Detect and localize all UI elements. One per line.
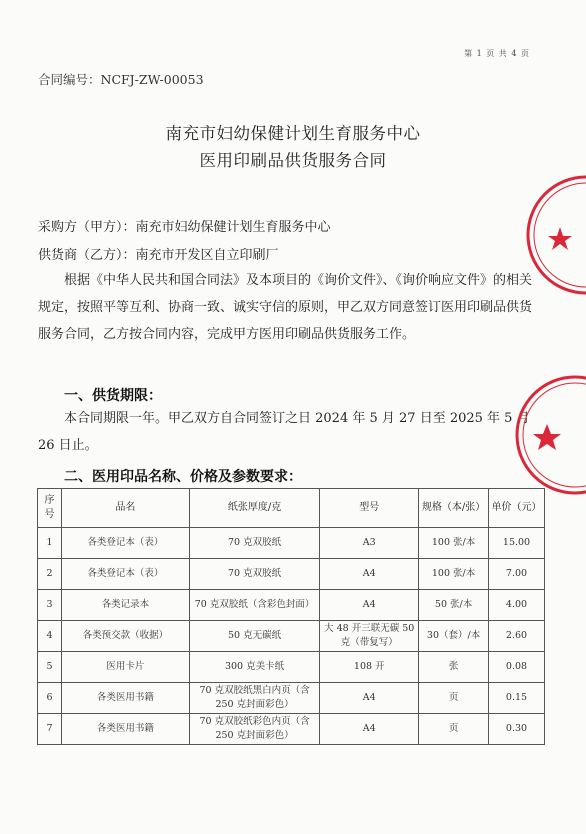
table-cell: 70 克双胶纸 — [189, 528, 320, 559]
table-cell: 0.15 — [489, 683, 545, 714]
table-row — [38, 714, 545, 745]
purchaser-line: 采购方（甲方）：南充市妇幼保健计划生育服务中心 — [38, 220, 331, 235]
seal-star-icon — [548, 227, 572, 250]
items-table — [37, 488, 545, 745]
table-cell: 6 — [38, 683, 62, 714]
table-cell: 3 — [38, 590, 62, 621]
table-cell: 各类医用书籍 — [61, 714, 189, 745]
table-cell: A4 — [320, 683, 419, 714]
table-cell: 各类预交款（收据） — [61, 621, 189, 652]
table-cell: 4 — [38, 621, 62, 652]
intro-text: 根据《中华人民共和国合同法》及本项目的《询价文件》、《询价响应文件》的相关规定，按照平等互利、协商一致、诚实守信的原则，甲乙双方同意签订医用印刷品供货服务合同，乙方按合同内容，完成甲方医用印刷品供货服务工作。 — [38, 273, 533, 342]
table-row — [38, 559, 545, 590]
table-cell: 70 克双胶纸（含彩色封面） — [189, 590, 320, 621]
header-cell: 单价（元） — [489, 489, 545, 528]
term-paragraph — [38, 405, 544, 459]
table-cell: 0.30 — [489, 714, 545, 745]
table-cell: 页 — [419, 683, 489, 714]
table-cell: 各类记录本 — [61, 590, 189, 621]
header-cell: 品名 — [61, 489, 189, 528]
table-row — [38, 528, 545, 559]
table-cell: 4.00 — [489, 590, 545, 621]
section1-heading: 一、供货期限： — [64, 388, 162, 404]
table-cell: 各类登记本（表） — [61, 528, 189, 559]
table-cell: 页 — [419, 714, 489, 745]
header-cell: 规格（本/张） — [419, 489, 489, 528]
table-cell: 100 张/本 — [419, 559, 489, 590]
table-cell: 医用卡片 — [61, 652, 189, 683]
table-cell: A4 — [320, 559, 419, 590]
table-row — [38, 590, 545, 621]
table-cell: 各类登记本（表） — [61, 559, 189, 590]
table-cell: 300 克美卡纸 — [189, 652, 320, 683]
table-row — [38, 683, 545, 714]
table-cell: 1 — [38, 528, 62, 559]
table-cell: A3 — [320, 528, 419, 559]
supplier-line: 供货商（乙方）：南充市开发区自立印刷厂 — [38, 248, 279, 263]
table-cell: 30（套）/本 — [419, 621, 489, 652]
table-cell: 大 48 开三联无碳 50 克（带复写） — [320, 621, 419, 652]
table-cell: 7 — [38, 714, 62, 745]
table-cell: 0.08 — [489, 652, 545, 683]
term-text: 本合同期限一年。甲乙双方自合同签订之日 2024 年 5 月 27 日至 2025 年 5 月 26 日止。 — [38, 411, 530, 453]
table-cell: 70 克双胶纸彩色内页（含 250 克封面彩色） — [189, 714, 320, 745]
intro-paragraph — [38, 267, 544, 348]
table-cell: 2.60 — [489, 621, 545, 652]
table-cell: A4 — [320, 590, 419, 621]
table-cell: 100 张/本 — [419, 528, 489, 559]
table-cell: 各类医用书籍 — [61, 683, 189, 714]
table-row — [38, 621, 545, 652]
table-cell: 7.00 — [489, 559, 545, 590]
table-cell: 张 — [419, 652, 489, 683]
table-row — [38, 652, 545, 683]
title-organization: 南充市妇幼保健计划生育服务中心 — [165, 124, 421, 143]
header-cell: 序号 — [38, 489, 62, 528]
company-seal — [520, 165, 586, 305]
table-cell: 70 克双胶纸黑白内页（含 250 克封面彩色） — [189, 683, 320, 714]
table-header-row — [38, 489, 545, 528]
header-cell: 纸张厚度/克 — [189, 489, 320, 528]
contract-number: 合同编号：NCFJ-ZW-00053 — [38, 72, 204, 87]
table-cell: A4 — [320, 714, 419, 745]
header-cell: 型号 — [320, 489, 419, 528]
page-number: 第 1 页 共 4 页 — [464, 49, 530, 58]
table-cell: 5 — [38, 652, 62, 683]
table-cell: 15.00 — [489, 528, 545, 559]
section2-heading: 二、医用印品名称、价格及参数要求： — [64, 469, 302, 485]
table-cell: 50 张/本 — [419, 590, 489, 621]
seal-star-icon — [533, 424, 561, 450]
table-cell: 50 克无碳纸 — [189, 621, 320, 652]
table-cell: 108 开 — [320, 652, 419, 683]
organization-seal — [505, 370, 586, 500]
seal-ring — [528, 177, 586, 293]
title-contract: 医用印刷品供货服务合同 — [199, 151, 387, 170]
table-cell: 70 克双胶纸 — [189, 559, 320, 590]
table-cell: 2 — [38, 559, 62, 590]
